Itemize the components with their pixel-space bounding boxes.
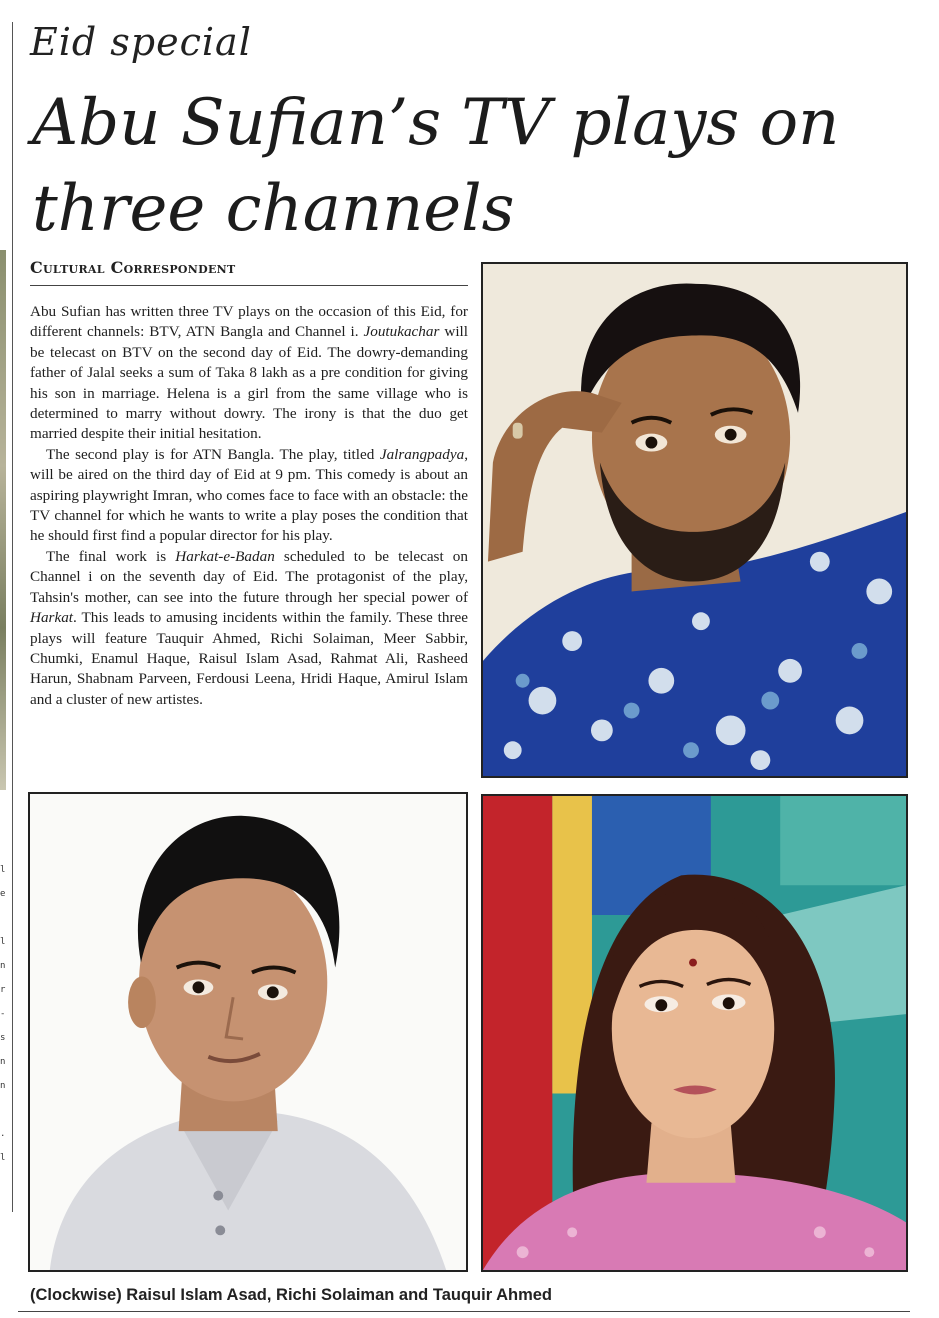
article-paragraph (30, 445, 468, 547)
photo-tauquir-ahmed (481, 262, 908, 778)
paragraph-text: . This leads to amusing incidents within the family. These three plays will feature Tauquir Ahmed, Richi Solaiman, Meer Sabbir, Chumki, Enamul Haque, Raisul Islam Asad, Rahmat Ali, Rasheed Harun, Shabnam Parveen, Ferdousi Leena, Hridi Haque, Amirul Islam and a cluster of new artistes. (30, 609, 468, 708)
byline-rule (30, 285, 468, 286)
paragraph-text: will be telecast on BTV on the second day of Eid. The dowry-demanding father of Jalal seeks a sum of Taka 8 lakh as a pre condition for giving his son in marriage. Helena is a girl from the same village who is determined to marry without dowry. The irony is that the duo get married despite their initial hesitation. (30, 323, 468, 443)
article-body (30, 302, 468, 710)
article-paragraph (30, 302, 468, 445)
play-title: Jalrangpadya (379, 445, 465, 463)
bottom-rule (18, 1311, 910, 1312)
column-rule (12, 22, 13, 1212)
play-title: Joutukachar (363, 323, 440, 341)
play-title: Harkat (30, 609, 74, 627)
paragraph-text: The second play is for ATN Bangla. The play, titled (46, 445, 380, 463)
byline: Cultural Correspondent (30, 258, 236, 277)
photo-raisul-islam-asad (28, 792, 468, 1272)
headline: Abu Sufian’s TV plays on three channels (32, 86, 840, 246)
paragraph-text: scheduled to be telecast on Channel i on the seventh day of Eid. The protagonist of the play, Tahsin's mother, can see into the future through her special power of (30, 547, 468, 606)
adjacent-page-strip (0, 250, 6, 790)
play-title: Harkat-e-Badan (175, 547, 275, 565)
paragraph-text: Abu Sufian has written three TV plays on the occasion of this Eid, for different channels: BTV, ATN Bangla and Channel i. (30, 303, 468, 341)
adjacent-page-fragments: l e l n r - s n n . l (0, 865, 6, 1163)
section-kicker: Eid special (30, 20, 252, 64)
photo-caption: (Clockwise) Raisul Islam Asad, Richi Solaiman and Tauquir Ahmed (30, 1286, 553, 1304)
article-paragraph (30, 547, 468, 710)
photo-richi-solaiman (481, 794, 908, 1272)
paragraph-text: The final work is (46, 547, 176, 565)
paragraph-text: , will be aired on the third day of Eid at 9 pm. This comedy is about an aspiring playwright Imran, who comes face to face with an obstacle: the TV channel for which he wants to write a play poses the condition that he should first find a popular director for his play. (30, 445, 468, 545)
